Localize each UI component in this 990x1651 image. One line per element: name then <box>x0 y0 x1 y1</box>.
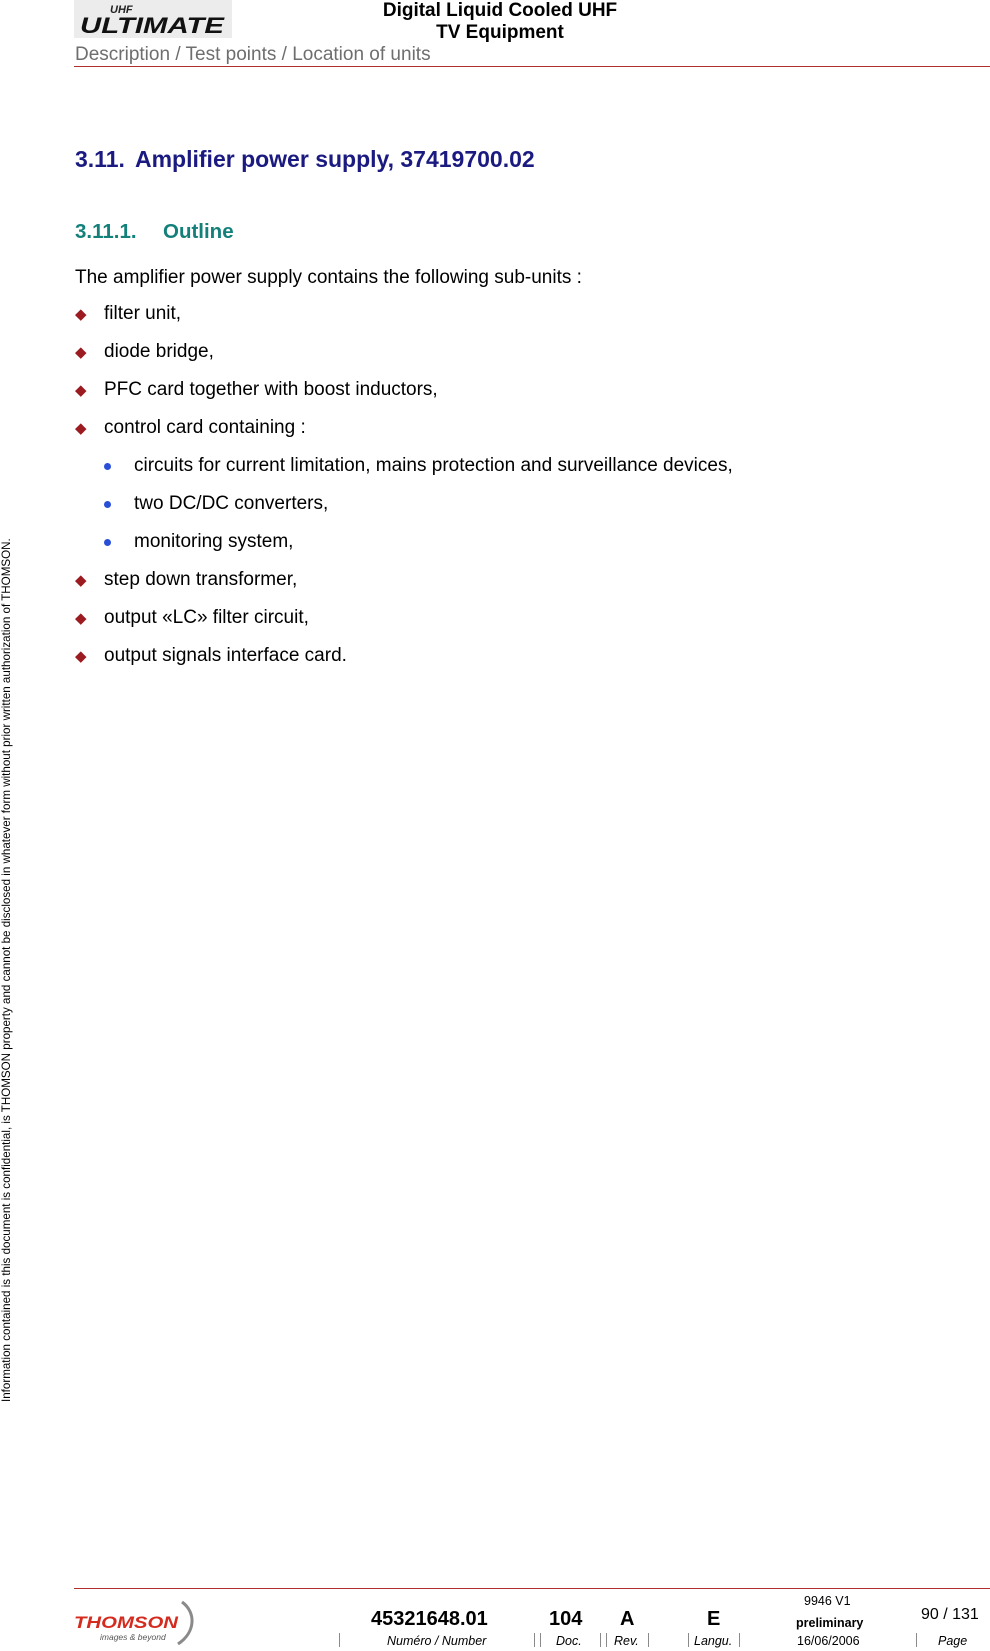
sub-list-item: circuits for current limitation, mains protection and surveillance devices, <box>134 455 733 476</box>
label-doc: Doc. <box>556 1634 582 1648</box>
list-item: filter unit, <box>104 303 182 324</box>
sub-list-item: monitoring system, <box>134 531 294 552</box>
dot-bullet-icon <box>104 463 111 470</box>
footer-separator <box>339 1633 340 1647</box>
language: E <box>707 1608 721 1630</box>
label-rev: Rev. <box>614 1634 639 1648</box>
intro-paragraph: The amplifier power supply contains the following sub-units : <box>75 267 582 288</box>
subsection-heading <box>75 220 234 244</box>
confidentiality-notice: Information contained is this document is confidential, is THOMSON property and cannot be disclosed in whatever form without prior written authorization of THOMSON. <box>0 538 13 1402</box>
subsection-title: Outline <box>163 220 234 243</box>
page-count: 90 / 131 <box>921 1606 979 1623</box>
list-item: step down transformer, <box>104 569 298 590</box>
title-line-1: Digital Liquid Cooled UHF <box>382 0 618 21</box>
logo-superscript: UHF <box>110 4 133 16</box>
status: preliminary <box>796 1616 864 1630</box>
label-langu: Langu. <box>694 1634 733 1648</box>
diamond-bullet-icon: ◆ <box>75 648 87 665</box>
thomson-logo-text: THOMSON <box>74 1613 179 1632</box>
footer-separator <box>600 1633 601 1647</box>
logo-text: ULTIMATE <box>80 13 226 38</box>
diamond-bullet-icon: ◆ <box>75 382 87 399</box>
thomson-tagline: images & beyond <box>100 1632 166 1642</box>
sub-list-item: two DC/DC converters, <box>134 493 329 514</box>
revision: A <box>620 1608 635 1630</box>
label-page: Page <box>938 1634 968 1648</box>
thomson-logo <box>74 1598 194 1646</box>
header-divider <box>74 66 990 67</box>
dot-bullet-icon <box>104 501 111 508</box>
dot-bullet-icon <box>104 539 111 546</box>
footer-separator <box>648 1633 649 1647</box>
doc-code: 104 <box>549 1608 583 1630</box>
list-item: control card containing : <box>104 417 306 438</box>
version: 9946 V1 <box>804 1594 851 1608</box>
footer-separator <box>534 1633 535 1647</box>
subsection-number: 3.11.1. <box>75 220 137 243</box>
list-item: diode bridge, <box>104 341 214 362</box>
document-date: 16/06/2006 <box>797 1634 860 1648</box>
footer-separator <box>688 1633 689 1647</box>
list-item: output signals interface card. <box>104 645 347 666</box>
list-item: PFC card together with boost inductors, <box>104 379 438 400</box>
diamond-bullet-icon: ◆ <box>75 572 87 589</box>
list-item: output «LC» filter circuit, <box>104 607 309 628</box>
footer-divider <box>74 1588 990 1589</box>
section-title: Amplifier power supply, 37419700.02 <box>135 146 535 172</box>
document-title <box>320 0 680 44</box>
footer-separator <box>540 1633 541 1647</box>
footer-separator <box>739 1633 740 1647</box>
diamond-bullet-icon: ◆ <box>75 306 87 323</box>
footer-separator <box>916 1633 917 1647</box>
section-number: 3.11. <box>75 146 125 172</box>
section-heading <box>75 146 535 173</box>
document-subtitle: Description / Test points / Location of units <box>75 44 431 65</box>
title-line-2: TV Equipment <box>436 22 564 43</box>
diamond-bullet-icon: ◆ <box>75 420 87 437</box>
diamond-bullet-icon: ◆ <box>75 344 87 361</box>
label-number: Numéro / Number <box>387 1634 487 1648</box>
document-number: 45321648.01 <box>371 1608 488 1630</box>
diamond-bullet-icon: ◆ <box>75 610 87 627</box>
ultimate-logo <box>74 0 232 38</box>
footer-separator <box>606 1633 607 1647</box>
